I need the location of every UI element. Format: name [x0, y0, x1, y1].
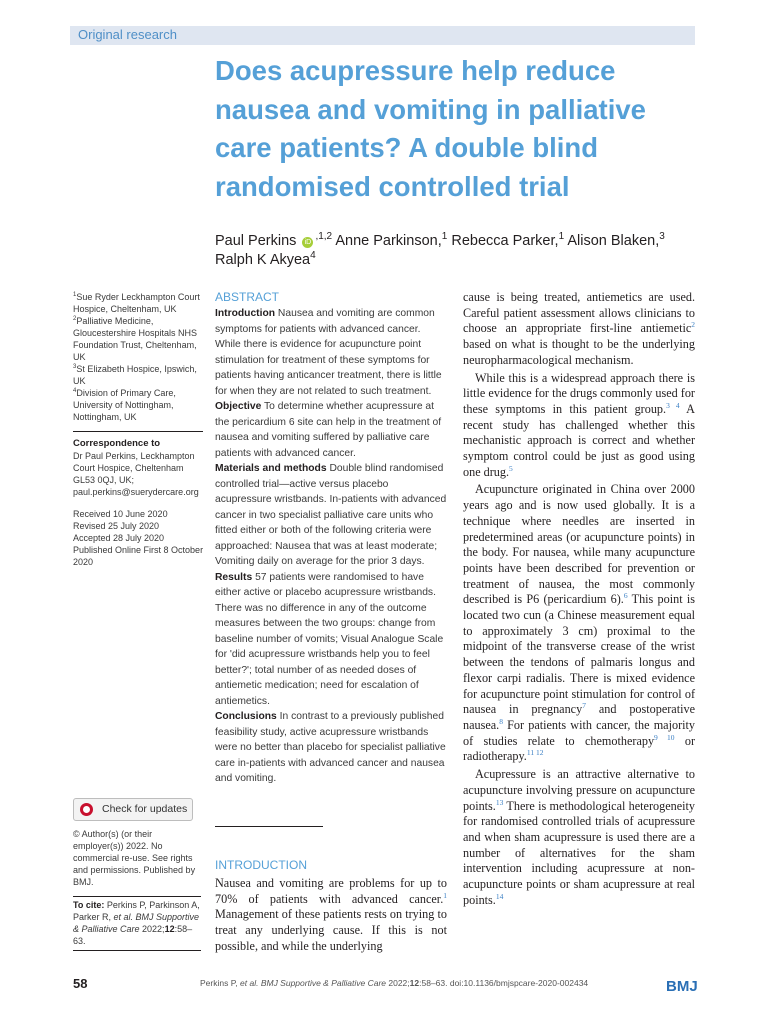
date-revised: Revised 25 July 2020: [73, 521, 160, 531]
abstract-heading: ABSTRACT: [215, 290, 280, 304]
abstract-methods: Materials and methods Double blind randomised controlled trial—active versus placebo acupressure wristbands. In-patients with advanced cancer in two specialist palliative care units who fitted either or both of the following criteria were approached: Nausea that was at least moderate; Vomiting daily on average for the prior 3 days.: [215, 463, 447, 567]
reference-link[interactable]: 7: [582, 701, 586, 711]
body-paragraph: Nausea and vomiting are problems for up to 70% of patients with advanced cancer.$^1$ Management of these patients rests on trying to treat any underlying cause. If this is not possible, and while the underlying: [215, 876, 447, 953]
reference-link[interactable]: 9 10: [654, 732, 675, 742]
author-affiliation-ref: 1: [441, 231, 448, 243]
to-cite-label: To cite:: [73, 900, 105, 910]
reference-link[interactable]: 8: [499, 716, 503, 726]
bmj-logo[interactable]: BMJ: [666, 978, 698, 995]
check-for-updates-label: Check for updates: [102, 803, 188, 815]
author-name: Paul Perkins: [215, 233, 297, 249]
page-footer: [0, 976, 768, 1006]
divider: [215, 826, 323, 827]
affiliation: $^3$St Elizabeth Hospice, Ipswich, UK: [73, 364, 197, 386]
abstract-conclusions: Conclusions In contrast to a previously published feasibility study, active acupressure wristbands were no better than placebo for specialist palliative care in-patients with advanced cancer and nausea and vomiting.: [215, 711, 446, 784]
correspondence-heading: Correspondence to: [73, 438, 161, 449]
page-number: 58: [73, 976, 88, 991]
article-dates: [73, 508, 205, 568]
author-affiliation-ref: 1: [558, 231, 565, 243]
divider: [73, 431, 203, 432]
reference-link[interactable]: 1: [443, 890, 447, 900]
correspondence-body[interactable]: Dr Paul Perkins, Leckhampton Court Hospice, Cheltenham GL53 0QJ, UK; paul.perkins@suerydercare.org: [73, 451, 199, 497]
abstract-results: Results 57 patients were randomised to have either active or placebo acupressure wristbands. There was no difference in any of the outcome measures between the two groups: change from baseline number of vomits; Visual Analogue Scale for 'did acupressure wristbands help you to feel better?'; total number of as needed doses of antiemetic medication; need for escalation of antiemetics.: [215, 571, 444, 707]
abstract-objective: Objective To determine whether acupressure at the pericardium 6 site can help in the treatment of nausea and vomiting suffered by palliative care patients with advanced cancer.: [215, 401, 442, 459]
orcid-icon[interactable]: iD: [302, 237, 313, 248]
introduction-heading: INTRODUCTION: [215, 858, 307, 872]
author-affiliation-ref: 4: [310, 249, 316, 261]
abstract-introduction: Introduction Nausea and vomiting are common symptoms for patients with advanced cancer. While there is evidence for acupuncture point stimulation for treatment of these symptoms for patients having anticancer treatment, there is little for when they are not related to such treatment.: [215, 308, 442, 397]
section-banner: [70, 26, 695, 45]
introduction-section: [215, 858, 447, 955]
body-paragraph: cause is being treated, antiemetics are used. Careful patient assessment allows clinicians to choose an appropriate first-line antiemetic$^2$ based on what is thought to be the underlying neuropharmacological mechanism.: [463, 290, 695, 367]
author-name: Ralph K Akyea: [215, 251, 311, 268]
article-title: Does acupressure help reduce nausea and vomiting in palliative care patients? A double blind randomised controlled trial: [215, 55, 646, 202]
reference-link[interactable]: 13: [495, 797, 504, 807]
date-published: Published Online First 8 October 2020: [73, 545, 204, 567]
author-name: Alison Blaken,: [564, 233, 660, 249]
to-cite-box: To cite: Perkins P, Parkinson A, Parker R, et al. BMJ Supportive & Palliative Care 2022;12:58–63.: [73, 896, 201, 951]
author-affiliation-ref: ,1,2: [315, 231, 333, 243]
author-name: Anne Parkinson,: [332, 233, 442, 249]
affiliation: $^1$Sue Ryder Leckhampton Court Hospice, Cheltenham, UK: [73, 292, 200, 314]
check-for-updates-button[interactable]: [73, 798, 193, 821]
body-paragraph: Acupressure is an attractive alternative to acupuncture involving pressure on acupuncture points.$^{13}$ There is methodological heterogeneity for randomised controlled trials of acupressure and when sham acupressure is used there are a number of alternatives for the sham intervention including acupressure at non-acupuncture points or sham acupressure at real points.$^{14}$: [463, 767, 695, 907]
reference-link[interactable]: 11 12: [526, 748, 544, 758]
author-affiliation-ref: 3: [659, 231, 665, 243]
author-list: [215, 232, 695, 269]
date-accepted: Accepted 28 July 2020: [73, 533, 165, 543]
reference-link[interactable]: 3 4: [666, 400, 680, 410]
body-paragraph: While this is a widespread approach there is little evidence for the drugs commonly used for these symptoms in this patient group.$^{3 4}$ A recent study has challenged whether this mechanistic approach is correct and whether symptom control could be just as good using one drug.$^5$: [463, 370, 695, 479]
author-name: Rebecca Parker,: [447, 233, 559, 249]
crossmark-icon: [80, 803, 93, 816]
abstract: [215, 290, 447, 787]
section-label: Original research: [78, 27, 177, 42]
body-paragraph: Acupuncture originated in China over 2000 years ago and is now used globally. It is a technique where needles are inserted in predetermined areas (or acupuncture points) in the body. For nausea, while many acupuncture points have been described for prevention or treatment of nausea, the most commonly described is P6 (pericardium 6).$^6$ This point is located two cun (a Chinese measurement equal to approximately 3 cm) proximal to the midpoint of the transverse crease of the wrist between the tendons of palmaris longus and flexor carpi radialis. There is mixed evidence for acupuncture point stimulation for control of nausea in pregnancy$^7$ and postoperative nausea.$^8$ For patients with cancer, the majority of studies relate to chemotherapy$^{9 10}$ or radiotherapy.$^{11 12}$: [463, 482, 696, 764]
reference-link[interactable]: 2: [691, 320, 695, 330]
date-received: Received 10 June 2020: [73, 509, 168, 519]
license-statement: © Author(s) (or their employer(s)) 2022. No commercial re-use. See rights and permissions. Published by BMJ.: [73, 829, 196, 887]
reference-link[interactable]: 14: [495, 891, 504, 901]
body-column-right: [463, 290, 695, 908]
sidebar-metadata: [73, 291, 205, 568]
reference-link[interactable]: 5: [509, 463, 513, 473]
footer-citation: Perkins P, et al. BMJ Supportive & Palliative Care 2022;12:58–63. doi:10.1136/bmjspcare-2020-002434: [200, 978, 589, 988]
affiliation: $^2$Palliative Medicine, Gloucestershire Hospitals NHS Foundation Trust, Cheltenham, UK: [73, 316, 198, 362]
affiliation: $^4$Division of Primary Care, University of Nottingham, Nottingham, UK: [73, 388, 176, 422]
reference-link[interactable]: 6: [623, 591, 628, 601]
